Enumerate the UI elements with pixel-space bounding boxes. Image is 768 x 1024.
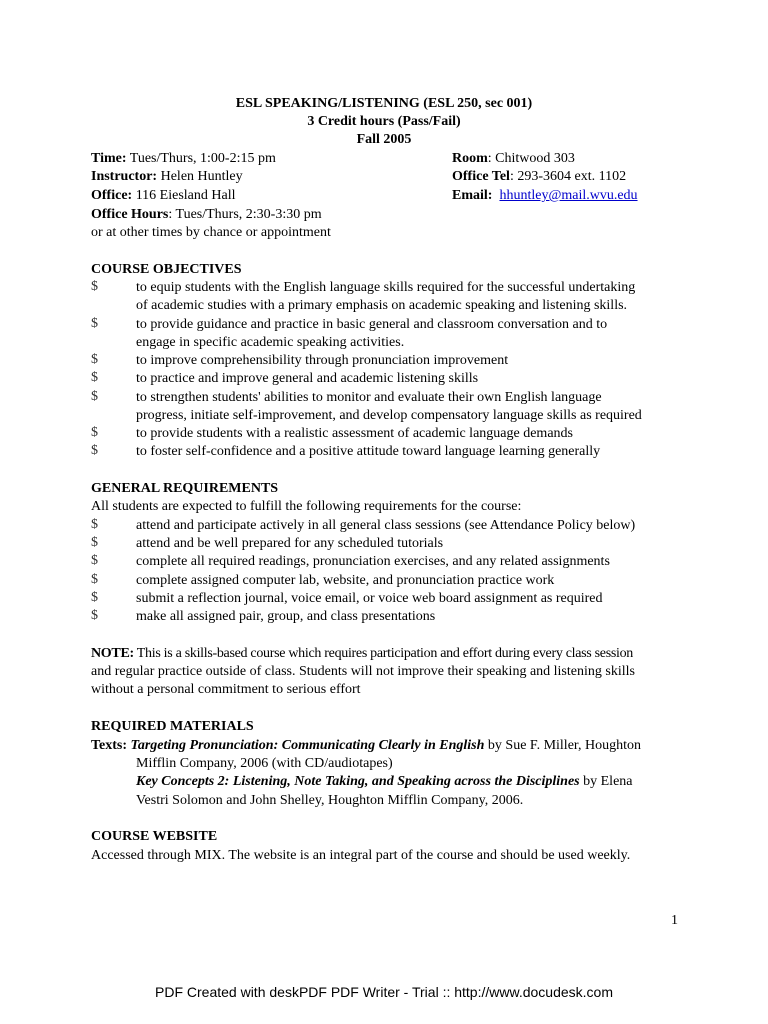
bullet-icon: $ — [91, 425, 98, 440]
pdf-footer: PDF Created with deskPDF PDF Writer - Trial :: http://www.docudesk.com — [155, 984, 613, 1000]
materials-heading: REQUIRED MATERIALS — [91, 719, 254, 734]
book-1-publisher: Mifflin Company, 2006 (with CD/audiotapes) — [136, 756, 393, 771]
bullet-icon: $ — [91, 553, 98, 568]
course-title: ESL SPEAKING/LISTENING (ESL 250, sec 001) — [235, 96, 533, 111]
room-label: Room — [452, 151, 488, 166]
objective-item: to strengthen students' abilities to monitor and evaluate their own English language — [136, 390, 602, 405]
instructor-label: Instructor: — [91, 169, 158, 184]
office-value: 116 Eiesland Hall — [132, 188, 236, 203]
note-label: NOTE: — [91, 646, 134, 661]
objective-item-continued: of academic studies with a primary emphasis on academic speaking and listening skills. — [136, 298, 628, 313]
bullet-icon: $ — [91, 443, 98, 458]
email-label: Email: — [452, 188, 493, 203]
bullet-icon: $ — [91, 279, 98, 294]
office-hours-row — [91, 206, 322, 224]
time-row — [91, 150, 276, 168]
time-label: Time: — [91, 151, 127, 166]
bullet-icon: $ — [91, 535, 98, 550]
bullet-icon: $ — [91, 608, 98, 623]
office-hours-label: Office Hours — [91, 207, 169, 222]
office-tel-row — [452, 168, 626, 186]
objective-item: to improve comprehensibility through pronunciation improvement — [136, 353, 509, 368]
time-value: Tues/Thurs, 1:00-2:15 pm — [126, 151, 276, 166]
room-row — [452, 150, 575, 168]
note-line-3: without a personal commitment to serious effort — [91, 682, 361, 697]
texts-label: Texts: — [91, 738, 128, 753]
room-value: : Chitwood 303 — [487, 151, 575, 166]
objective-item: to equip students with the English language skills required for the successful undertaking — [136, 280, 636, 295]
office-hours-value: : Tues/Thurs, 2:30-3:30 pm — [168, 207, 322, 222]
office-tel-label: Office Tel — [452, 169, 510, 184]
requirement-item: complete assigned computer lab, website, and pronunciation practice work — [136, 573, 555, 588]
note-line-2: and regular practice outside of class. Students will not improve their speaking and listening skills — [91, 664, 635, 679]
requirements-intro: All students are expected to fulfill the following requirements for the course: — [91, 499, 522, 514]
course-term: Fall 2005 — [356, 132, 412, 147]
requirement-item: complete all required readings, pronunciation exercises, and any related assignments — [136, 554, 610, 569]
page-number: 1 — [671, 913, 678, 928]
objective-item: to practice and improve general and academic listening skills — [136, 371, 479, 386]
requirement-item: make all assigned pair, group, and class presentations — [136, 609, 436, 624]
office-row — [91, 187, 236, 205]
book-1-title: Targeting Pronunciation: Communicating Clearly in English — [127, 738, 485, 753]
bullet-icon: $ — [91, 572, 98, 587]
email-link[interactable]: hhuntley@mail.wvu.edu — [499, 188, 638, 203]
office-hours-note: or at other times by chance or appointment — [91, 225, 331, 240]
requirement-item: attend and be well prepared for any scheduled tutorials — [136, 536, 444, 551]
website-heading: COURSE WEBSITE — [91, 829, 218, 844]
requirement-item: attend and participate actively in all general class sessions (see Attendance Policy below) — [136, 518, 636, 533]
instructor-value: Helen Huntley — [157, 169, 243, 184]
objective-item: to provide students with a realistic assessment of academic language demands — [136, 426, 573, 441]
objectives-heading: COURSE OBJECTIVES — [91, 262, 242, 277]
book-1-details: by Sue F. Miller, Houghton — [484, 738, 642, 753]
bullet-icon: $ — [91, 517, 98, 532]
objective-item-continued: progress, initiate self-improvement, and develop compensatory language skills as required — [136, 408, 642, 423]
book-2-details: by Elena — [579, 774, 633, 789]
note-line-1 — [91, 645, 633, 663]
book-2-title: Key Concepts 2: Listening, Note Taking, and Speaking across the Disciplines — [136, 774, 580, 789]
bullet-icon: $ — [91, 389, 98, 404]
bullet-icon: $ — [91, 352, 98, 367]
objective-item: to provide guidance and practice in basic general and classroom conversation and to — [136, 317, 608, 332]
requirement-item: submit a reflection journal, voice email, or voice web board assignment as required — [136, 591, 603, 606]
book-2-publisher: Vestri Solomon and John Shelley, Houghton Mifflin Company, 2006. — [136, 793, 524, 808]
book-1-line — [91, 737, 641, 755]
office-tel-value: : 293-3604 ext. 1102 — [509, 169, 627, 184]
objective-item-continued: engage in specific academic speaking activities. — [136, 335, 405, 350]
bullet-icon: $ — [91, 590, 98, 605]
instructor-row — [91, 168, 243, 186]
email-row — [452, 187, 638, 205]
website-text: Accessed through MIX. The website is an integral part of the course and should be used weekly. — [91, 848, 631, 863]
requirements-heading: GENERAL REQUIREMENTS — [91, 481, 279, 496]
book-2-line — [136, 773, 633, 791]
bullet-icon: $ — [91, 316, 98, 331]
course-credits: 3 Credit hours (Pass/Fail) — [307, 114, 461, 129]
objective-item: to foster self-confidence and a positive attitude toward language learning generally — [136, 444, 601, 459]
note-text: This is a skills-based course which requires participation and effort during every class session — [133, 646, 633, 661]
office-label: Office: — [91, 188, 133, 203]
bullet-icon: $ — [91, 370, 98, 385]
